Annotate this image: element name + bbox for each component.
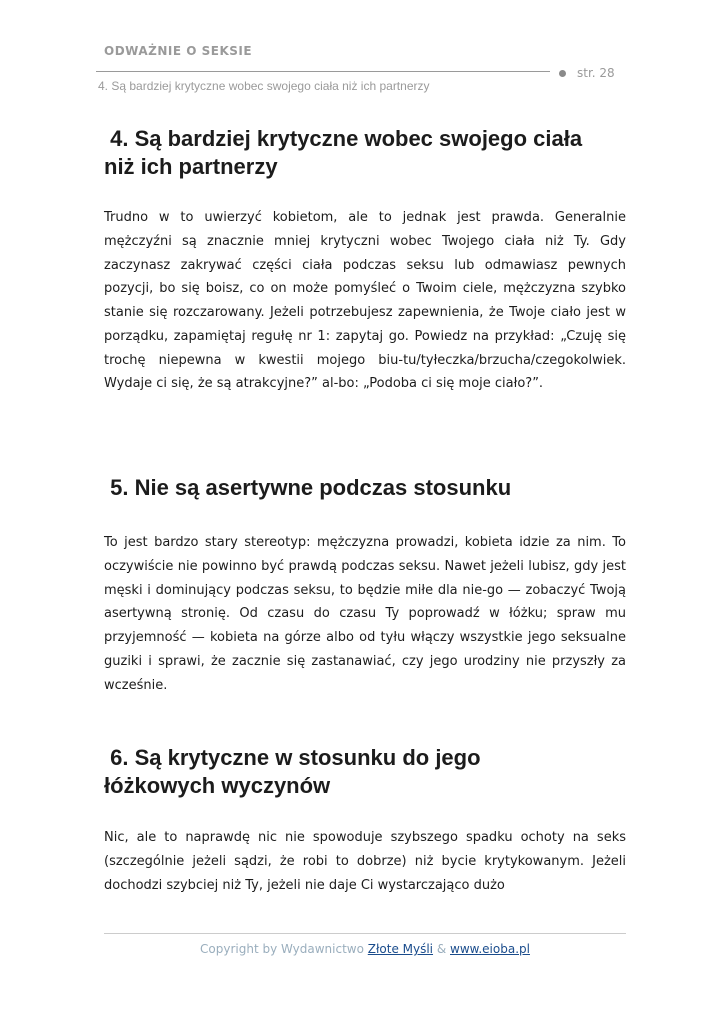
- section-heading-6-line1: 6. Są krytyczne w stosunku do jego: [104, 745, 481, 770]
- document-title: ODWAŻNIE O SEKSIE: [104, 44, 253, 58]
- section-5-body: To jest bardzo stary stereotyp: mężczyzna prowadzi, kobieta idzie za nim. To oczywiście nie powinno być prawdą podczas seksu. Nawet jeżeli lubisz, gdy jest męski i dominujący podczas seksu, to będzie miłe dla nie-go — zobaczyć Twoją asertywną stronię. Od czasu do czasu Ty poprowadź w łóżku; spraw mu przyjemność — kobieta na górze albo od tyłu włączy wszystkie jego seksualne guziki i sprawi, że zacznie się zastanawiać, czy jego urodziny nie przyszły za wcześnie.: [104, 535, 626, 693]
- chapter-subtitle: 4. Są bardziej krytyczne wobec swojego ciała niż ich partnerzy: [98, 79, 430, 93]
- page-footer: [104, 942, 626, 956]
- section-heading-5: [104, 474, 634, 502]
- publisher-link[interactable]: Złote Myśli: [367, 942, 434, 956]
- site-link[interactable]: www.eioba.pl: [450, 942, 530, 956]
- section-6-body: Nic, ale to naprawdę nic nie spowoduje szybszego spadku ochoty na seks (szczególnie jeżeli sądzi, że robi to dobrze) niż bycie krytykowanym. Jeżeli dochodzi szybciej niż Ty, jeżeli nie daje Ci wystarczająco dużo: [104, 830, 626, 893]
- page-number: str. 28: [577, 66, 615, 80]
- copyright-text: Copyright by Wydawnictwo: [200, 942, 368, 956]
- bullet-icon: [559, 70, 566, 77]
- header-divider: [96, 71, 550, 72]
- section-heading-4: [104, 125, 634, 181]
- section-heading-6-line2: łóżkowych wyczynów: [104, 773, 331, 798]
- section-4-body: Trudno w to uwierzyć kobietom, ale to jednak jest prawda. Generalnie mężczyźni są znacznie mniej krytyczni wobec Twojego ciała niż Ty. Gdy zaczynasz zakrywać części ciała podczas seksu lub odmawiasz pewnych pozycji, bo się boisz, co on może pomyśleć o Twoim ciele, mężczyzna szybko stanie się rozczarowany. Jeżeli potrzebujesz zapewnienia, że Twoje ciało jest w porządku, zapamiętaj regułę nr 1: zapytaj go. Powiedz na przykład: „Czuję się trochę niepewna w kwestii mojego biu-tu/tyłeczka/brzucha/czegokolwiek. Wydaje ci się, że są atrakcyjne?” al-bo: „Podoba ci się moje ciało?”.: [104, 210, 626, 392]
- ampersand-text: &: [433, 942, 451, 956]
- footer-divider: [104, 933, 626, 934]
- section-heading-4-line1: 4. Są bardziej krytyczne wobec swojego ciała: [104, 126, 583, 151]
- section-heading-5-line1: 5. Nie są asertywne podczas stosunku: [104, 475, 512, 500]
- section-heading-4-line2: niż ich partnerzy: [104, 154, 278, 179]
- section-heading-6: [104, 744, 634, 800]
